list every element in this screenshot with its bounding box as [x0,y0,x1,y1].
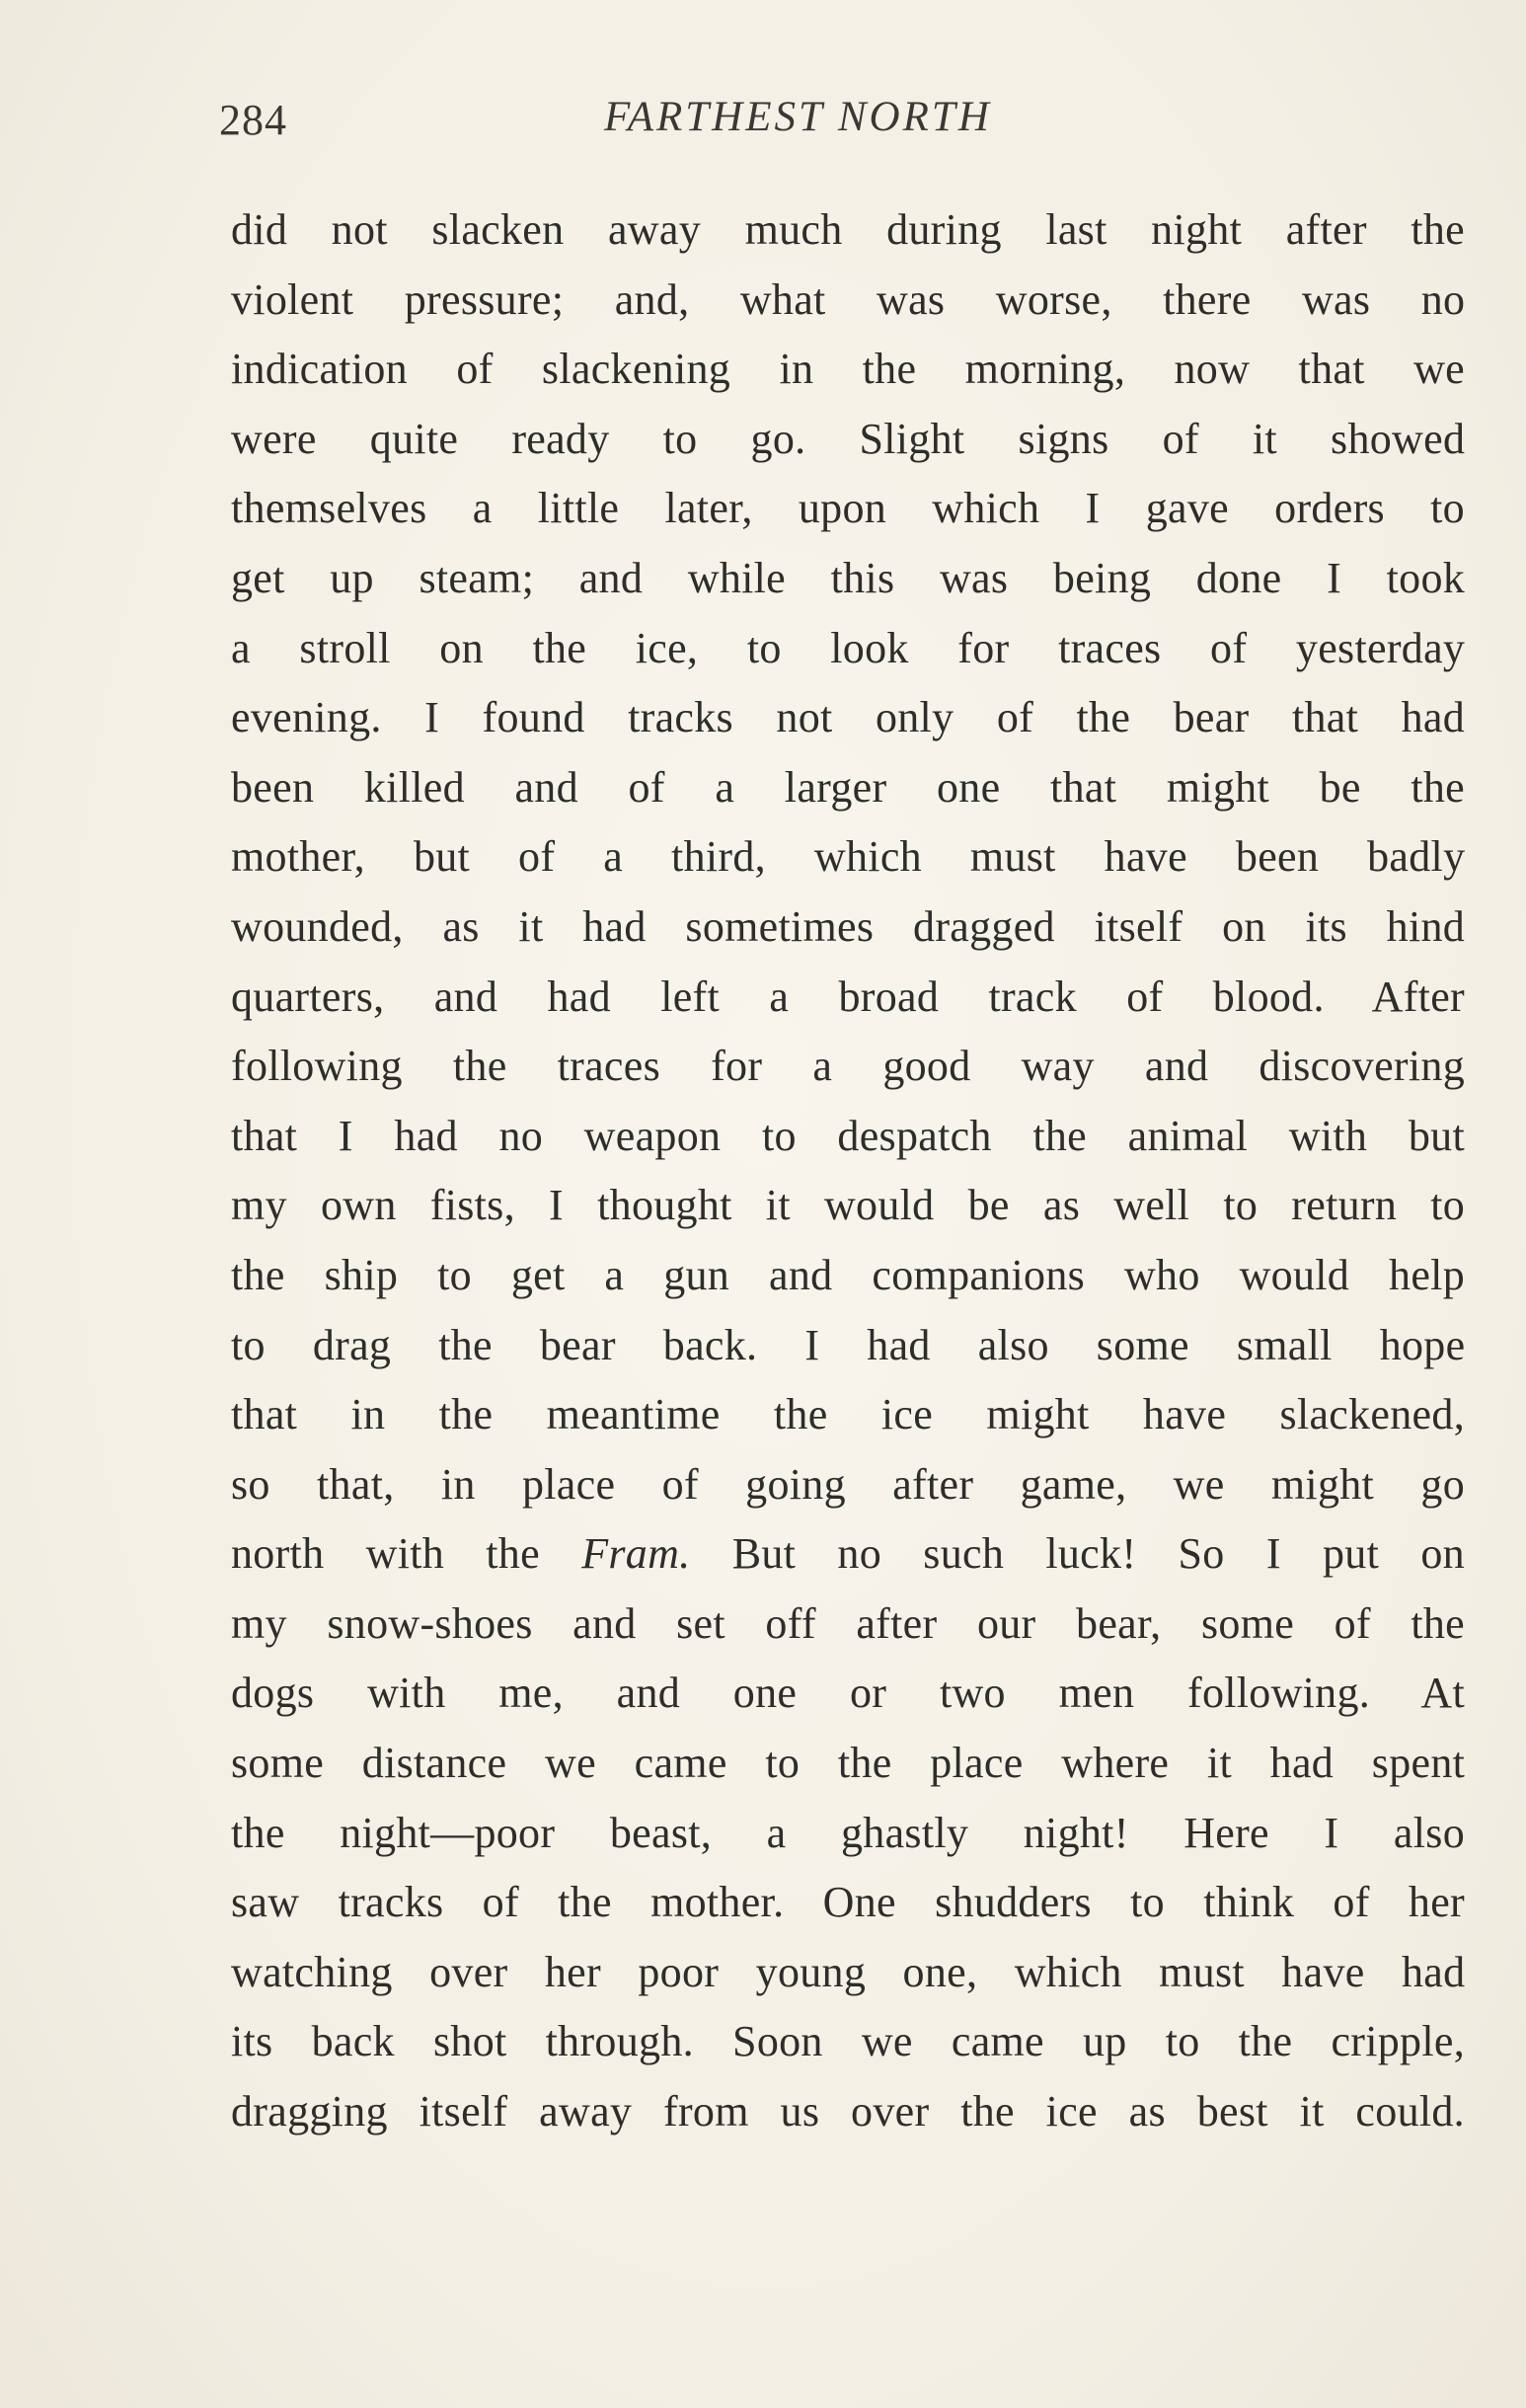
text-line: dogs with me, and one or two men following. At [231,1669,1465,1718]
text-line: mother, but of a third, which must have been badly [231,832,1466,882]
text-line: that in the meantime the ice might have slackened, [231,1390,1465,1439]
text-line: watching over her poor young one, which must have had [231,1947,1466,1996]
text-line: indication of slackening in the morning, now that we [231,345,1465,394]
text-line: themselves a little later, upon which I gave orders to [231,484,1465,533]
text-line-with-italic [231,1519,1465,1590]
text-line: a stroll on the ice, to look for traces of yesterday [231,623,1466,672]
text-line: violent pressure; and, what was worse, there was no [231,274,1466,324]
text-line: dragging itself away from us over the ice as best it could. [231,2087,1465,2136]
text-line: so that, in place of going after game, we might go [231,1459,1465,1509]
text-line: following the traces for a good way and discovering [231,1042,1465,1091]
text-line: the ship to get a gun and companions who would help [231,1250,1465,1299]
text-line: wounded, as it had sometimes dragged itself on its hind [231,901,1466,951]
text-line: to drag the bear back. I had also some small hope [231,1320,1466,1369]
text-line: some distance we came to the place where it had spent [231,1739,1466,1788]
text-line: that I had no weapon to despatch the animal with but [231,1111,1465,1160]
running-title: FARTHEST NORTH [604,94,992,140]
text-line: were quite ready to go. Slight signs of it showed [231,414,1466,463]
text-segment: north with the [231,1529,540,1579]
text-line: the night—poor beast, a ghastly night! Here I also [231,1808,1466,1857]
text-line: saw tracks of the mother. One shudders to think of her [231,1878,1465,1927]
ship-name-italic: Fram. [581,1529,691,1579]
body-text [231,195,1465,2147]
text-line: my snow-shoes and set off after our bear, some of the [231,1598,1465,1648]
text-line: did not slacken away much during last night after the [231,205,1465,254]
text-line: get up steam; and while this was being done I took [231,553,1466,602]
text-segment: But no such luck! So I put on [731,1529,1465,1579]
text-line: quarters, and had left a broad track of blood. After [231,971,1465,1021]
text-line: my own fists, I thought it would be as well to return to [231,1181,1466,1230]
text-line: been killed and of a larger one that might be the [231,762,1465,812]
text-line: evening. I found tracks not only of the bear that had [231,693,1465,742]
page-number: 284 [219,96,287,144]
text-line: its back shot through. Soon we came up to the cripple, [231,2017,1465,2066]
